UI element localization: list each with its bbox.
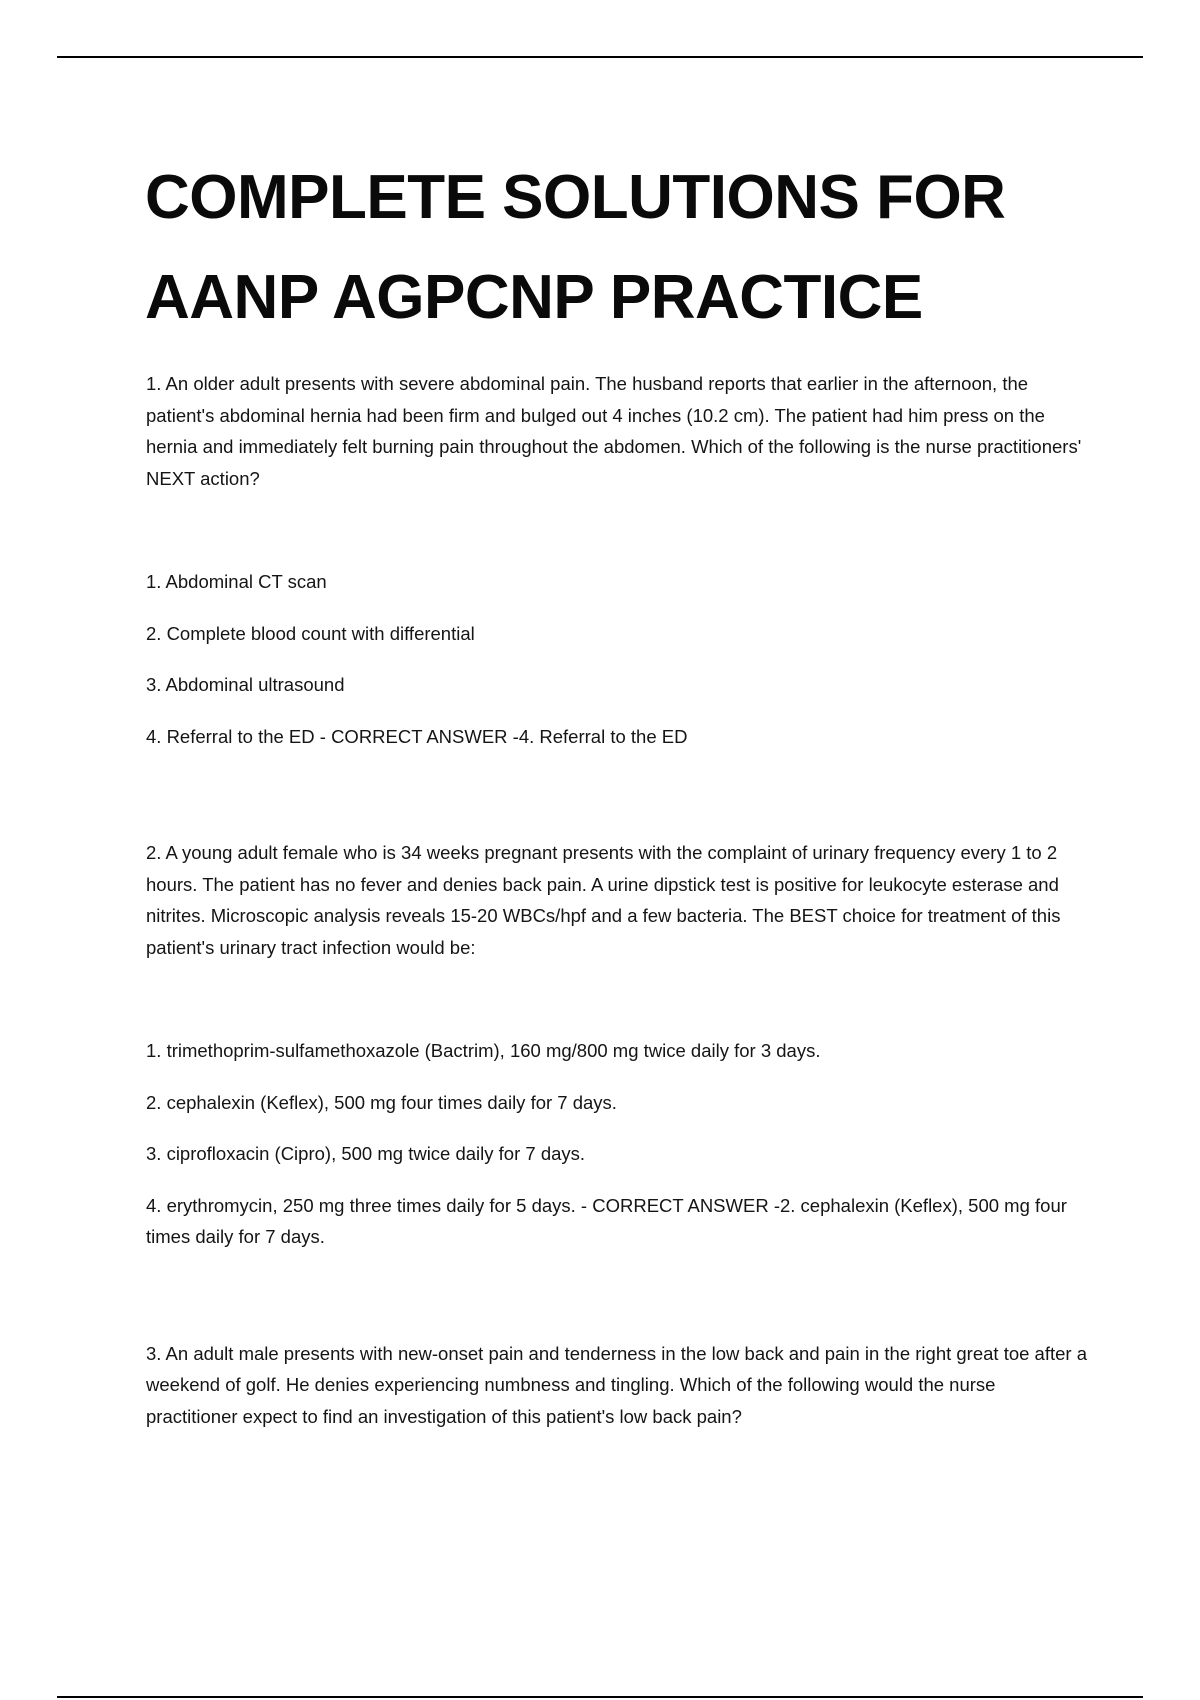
question-2-options <box>146 1035 1091 1253</box>
title-line-2: AANP AGPCNP PRACTICE <box>145 263 923 332</box>
question-2: 2. A young adult female who is 34 weeks pregnant presents with the complaint of urinary frequency every 1 to 2 hours. The patient has no fever and denies back pain. A urine dipstick test is positive for leukocyte esterase and nitrites. Microscopic analysis reveals 15-20 WBCs/hpf and a few bacteria. The BEST choice for treatment of this patient's urinary tract infection would be: <box>146 842 1061 958</box>
title-line-1: COMPLETE SOLUTIONS FOR <box>145 163 1006 232</box>
option-3: 3. Abdominal ultrasound <box>146 674 345 695</box>
option-2: 2. cephalexin (Keflex), 500 mg four times daily for 7 days. <box>146 1091 617 1113</box>
question-3: 3. An adult male presents with new-onset pain and tenderness in the low back and pain in the right great toe after a weekend of golf. He denies experiencing numbness and tingling. Which of the following would the nurse practitioner expect to find an investigation of this patient's low back pain? <box>146 1342 1088 1427</box>
option-1: 1. trimethoprim-sulfamethoxazole (Bactrim), 160 mg/800 mg twice daily for 3 days. <box>146 1040 821 1061</box>
question-1: 1. An older adult presents with severe abdominal pain. The husband reports that earlier in the afternoon, the patient's abdominal hernia had been firm and bulged out 4 inches (10.2 cm). The patient had him press on the hernia and immediately felt burning pain throughout the abdomen. Which of the following is the nurse practitioners' NEXT action? <box>146 373 1082 489</box>
document-body <box>146 368 1091 1432</box>
question-1-options <box>146 566 1091 752</box>
bottom-rule <box>57 1696 1143 1698</box>
option-4-correct-answer: 4. erythromycin, 250 mg three times daily for 5 days. - CORRECT ANSWER -2. cephalexin (Keflex), 500 mg four times daily for 7 days. <box>146 1194 1067 1247</box>
option-2: 2. Complete blood count with differential <box>146 622 475 644</box>
option-4-correct-answer: 4. Referral to the ED - CORRECT ANSWER -4. Referral to the ED <box>146 725 688 747</box>
top-rule <box>57 56 1143 58</box>
page-title <box>145 148 1105 348</box>
option-3: 3. ciprofloxacin (Cipro), 500 mg twice daily for 7 days. <box>146 1143 586 1164</box>
option-1: 1. Abdominal CT scan <box>146 571 327 592</box>
